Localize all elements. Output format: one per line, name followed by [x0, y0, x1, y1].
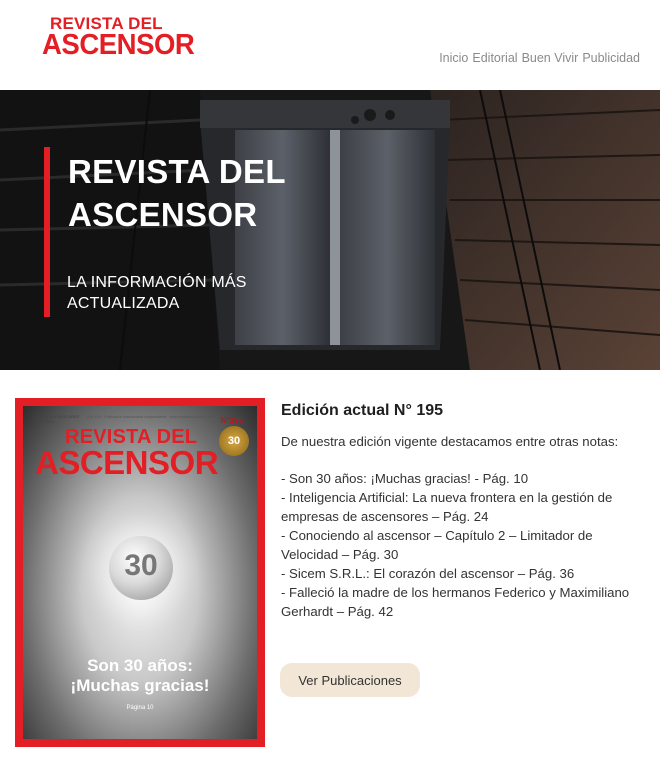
edition-intro: De nuestra edición vigente destacamos entre otras notas: — [281, 434, 619, 449]
cover-image — [23, 406, 257, 739]
nav-publicidad[interactable]: Publicidad — [582, 51, 640, 65]
ver-publicaciones-button[interactable]: Ver Publicaciones — [280, 663, 420, 697]
cover-topline: PARRA | BUENOS AIRES — [33, 414, 80, 419]
anniversary-badge: 30 — [219, 426, 249, 456]
hero-accent-bar — [44, 147, 50, 317]
cover-logo-bottom: ASCENSOR — [35, 444, 219, 481]
logo-bottom-text: ASCENSOR — [42, 29, 195, 61]
cover-logo-top: REVISTA DEL — [65, 426, 198, 448]
hero-banner — [0, 90, 660, 370]
nav-editorial[interactable]: Editorial — [472, 51, 518, 65]
magazine-cover[interactable] — [15, 398, 265, 747]
cover-topline-date: ABRIL 2024 — [33, 419, 55, 424]
list-item: - Conociendo al ascensor – Capítulo 2 – Limitador de Velocidad – Pág. 30 — [281, 528, 593, 562]
list-item: - Falleció la madre de los hermanos Federico y Maximiliano Gerhardt – Pág. 42 — [281, 585, 630, 619]
main-nav — [439, 51, 640, 65]
cover-page-ref: Página 10 — [126, 705, 154, 711]
hero-title: REVISTA DEL ASCENSOR — [68, 153, 286, 233]
list-item: - Inteligencia Artificial: La nueva frontera en la gestión de empresas de ascensores – Pág. 24 — [281, 490, 613, 524]
edition-articles — [281, 469, 641, 621]
list-item: - Son 30 años: ¡Muchas gracias! - Pág. 10 — [281, 471, 529, 486]
list-item: - Sicem S.R.L.: El corazón del ascensor – Pág. 36 — [281, 566, 575, 581]
edition-title: Edición actual N° 195 — [281, 402, 444, 419]
logo-top-text: REVISTA DEL — [50, 14, 163, 33]
nav-inicio[interactable]: Inicio — [439, 51, 469, 65]
cover-headline-line2: ¡Muchas gracias! — [70, 676, 210, 695]
nav-buen-vivir[interactable]: Buen Vivir — [521, 51, 579, 65]
cover-headline — [23, 656, 257, 696]
anniversary-coin-icon — [109, 536, 173, 600]
cover-headline-line1: Son 30 años: — [87, 656, 193, 675]
site-logo[interactable] — [42, 14, 202, 62]
cover-issue-number: N°195 — [220, 416, 243, 425]
coin-text: 30 — [124, 549, 158, 582]
site-header — [0, 0, 660, 90]
edition-details — [281, 402, 641, 621]
cover-header-small: Año XXX · Publicación Internacional Independiente · www.revistadelascensor.com — [87, 415, 215, 419]
hero-subtitle: LA INFORMACIÓN MÁS ACTUALIZADA — [67, 274, 247, 312]
